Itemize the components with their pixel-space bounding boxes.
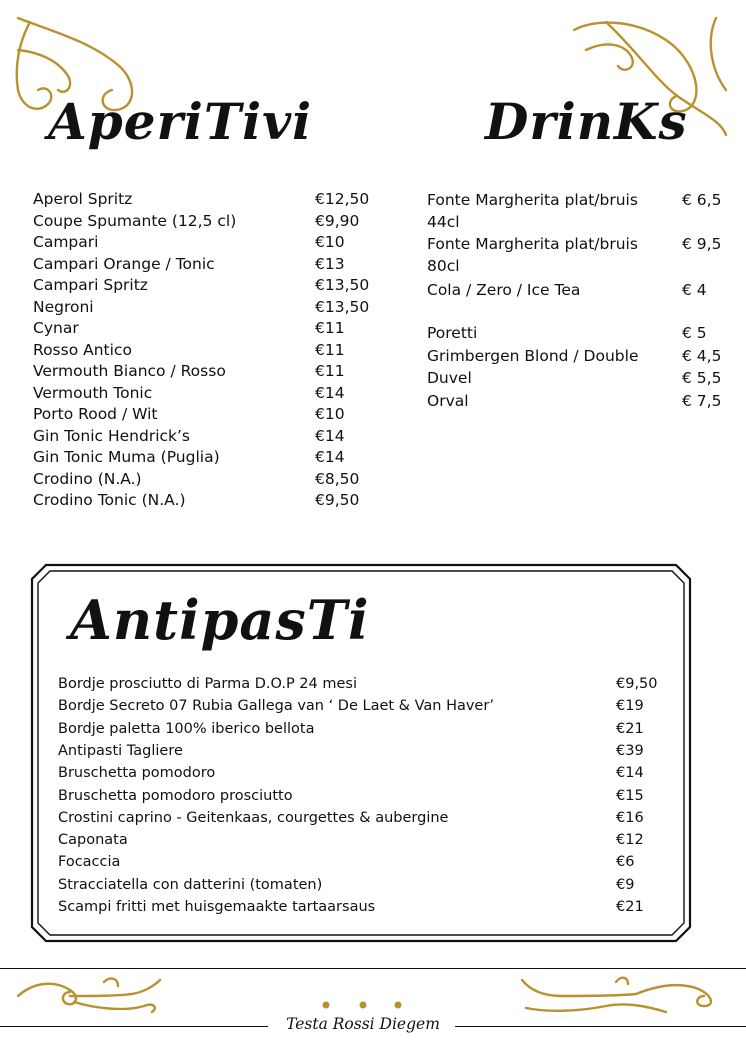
item-name: Grimbergen Blond / Double: [427, 347, 639, 365]
list-item: [427, 233, 727, 277]
list-item: [33, 426, 345, 448]
item-name: Poretti: [427, 324, 478, 342]
item-name: Campari Orange / Tonic: [33, 254, 215, 273]
list-item: [58, 851, 635, 873]
item-price: €39: [616, 742, 644, 759]
restaurant-name: Testa Rossi Diegem: [286, 1015, 440, 1033]
list-item: [58, 807, 644, 829]
list-item: [427, 279, 727, 301]
item-price: € 4,5: [682, 347, 722, 365]
item-price: € 7,5: [682, 392, 722, 410]
item-name: Rosso Antico: [33, 340, 132, 359]
list-item: [427, 189, 727, 233]
list-item: [33, 232, 345, 254]
item-name: Crodino Tonic (N.A.): [33, 491, 186, 509]
item-price: €9: [616, 876, 635, 893]
item-price: €12,50: [315, 190, 370, 208]
item-price: €12: [616, 832, 644, 849]
item-price: €14: [315, 426, 345, 445]
list-item: [33, 404, 345, 426]
item-price: € 6,5: [682, 191, 722, 209]
item-price: €9,90: [315, 211, 360, 230]
list-item: [33, 297, 370, 319]
ornament-right-icon: [516, 972, 731, 1018]
item-name: Crostini caprino - Geitenkaas, courgettes & aubergine: [58, 809, 449, 826]
item-name: Duvel: [427, 369, 472, 387]
item-name: Gin Tonic Hendrick’s: [33, 426, 190, 445]
list-item: [33, 275, 370, 297]
item-name: Negroni: [33, 297, 94, 316]
list-item: [58, 896, 644, 918]
item-price: €15: [616, 787, 644, 804]
list-item: [427, 390, 727, 412]
dots-ornament-icon: [318, 998, 408, 1012]
item-price: €11: [315, 340, 345, 359]
item-name: Bordje Secreto 07 Rubia Gallega van ‘ De Laet & Van Haver’: [58, 698, 494, 715]
list-item: [427, 322, 727, 344]
list-item: [33, 189, 370, 211]
item-name: Stracciatella con datterini (tomaten): [58, 876, 323, 893]
item-name: Bordje paletta 100% iberico bellota: [58, 720, 315, 737]
list-item: [58, 695, 644, 717]
item-name: Bordje prosciutto di Parma D.O.P 24 mesi: [58, 676, 357, 692]
item-name: Vermouth Bianco / Rosso: [33, 362, 226, 380]
item-name: Caponata: [58, 832, 128, 849]
item-name: Vermouth Tonic: [33, 383, 153, 402]
list-item: [58, 785, 644, 807]
item-name: Crodino (N.A.): [33, 469, 142, 488]
ornament-left-icon: [14, 972, 164, 1018]
item-name: Aperol Spritz: [33, 190, 133, 208]
list-item: [33, 447, 345, 469]
item-name: Bruschetta pomodoro prosciutto: [58, 787, 293, 804]
item-price: €11: [315, 362, 345, 380]
item-name: Porto Rood / Wit: [33, 405, 158, 423]
drinks-title: DrinKs: [485, 92, 688, 151]
item-price: € 4: [682, 281, 707, 299]
list-item: [427, 367, 727, 389]
item-price: €6: [616, 854, 635, 871]
item-name: Focaccia: [58, 854, 121, 871]
item-price: €21: [616, 720, 644, 737]
item-price: €19: [616, 698, 644, 715]
item-price: €9,50: [315, 491, 360, 509]
item-price: €8,50: [315, 469, 360, 488]
item-price: €10: [315, 233, 345, 251]
item-name: Fonte Margherita plat/bruis 44cl: [427, 191, 638, 231]
item-name: Campari Spritz: [33, 276, 148, 294]
item-name: Scampi fritti met huisgemaakte tartaarsaus: [58, 899, 376, 915]
item-name: Gin Tonic Muma (Puglia): [33, 448, 220, 466]
item-name: Cynar: [33, 319, 79, 337]
item-price: €9,50: [616, 676, 658, 692]
item-price: € 9,5: [682, 235, 722, 253]
item-price: €14: [616, 765, 644, 782]
list-item: [33, 490, 360, 512]
item-name: Campari: [33, 233, 99, 251]
item-price: €16: [616, 809, 644, 826]
list-item: [58, 829, 644, 851]
item-price: €13,50: [315, 276, 370, 294]
item-price: €13,50: [315, 297, 370, 316]
list-item: [427, 345, 727, 367]
item-price: €11: [315, 319, 345, 337]
list-item: [33, 254, 345, 276]
item-price: €10: [315, 405, 345, 423]
list-item: [58, 874, 635, 896]
item-name: Bruschetta pomodoro: [58, 765, 216, 782]
item-price: €13: [315, 254, 345, 273]
list-item: [58, 740, 644, 762]
list-item: [33, 469, 360, 491]
item-price: €21: [616, 899, 644, 915]
footer-line-right: [455, 1026, 746, 1027]
antipasti-title: AntipasTi: [70, 588, 370, 652]
aperitivi-title: AperiTivi: [48, 92, 313, 151]
list-item: [58, 673, 658, 695]
item-price: € 5: [682, 324, 707, 342]
item-name: Orval: [427, 392, 469, 410]
list-item: [33, 340, 345, 362]
list-item: [58, 762, 644, 784]
list-item: [58, 718, 644, 740]
item-price: € 5,5: [682, 369, 722, 387]
footer-divider-top: [0, 968, 746, 969]
item-name: Fonte Margherita plat/bruis 80cl: [427, 235, 638, 275]
list-item: [33, 383, 345, 405]
list-item: [33, 318, 345, 340]
item-price: €14: [315, 448, 345, 466]
item-name: Coupe Spumante (12,5 cl): [33, 211, 237, 230]
item-name: Antipasti Tagliere: [58, 742, 183, 759]
item-price: €14: [315, 383, 345, 402]
list-item: [33, 211, 360, 233]
footer-line-left: [0, 1026, 268, 1027]
list-item: [33, 361, 345, 383]
item-name: Cola / Zero / Ice Tea: [427, 281, 581, 299]
